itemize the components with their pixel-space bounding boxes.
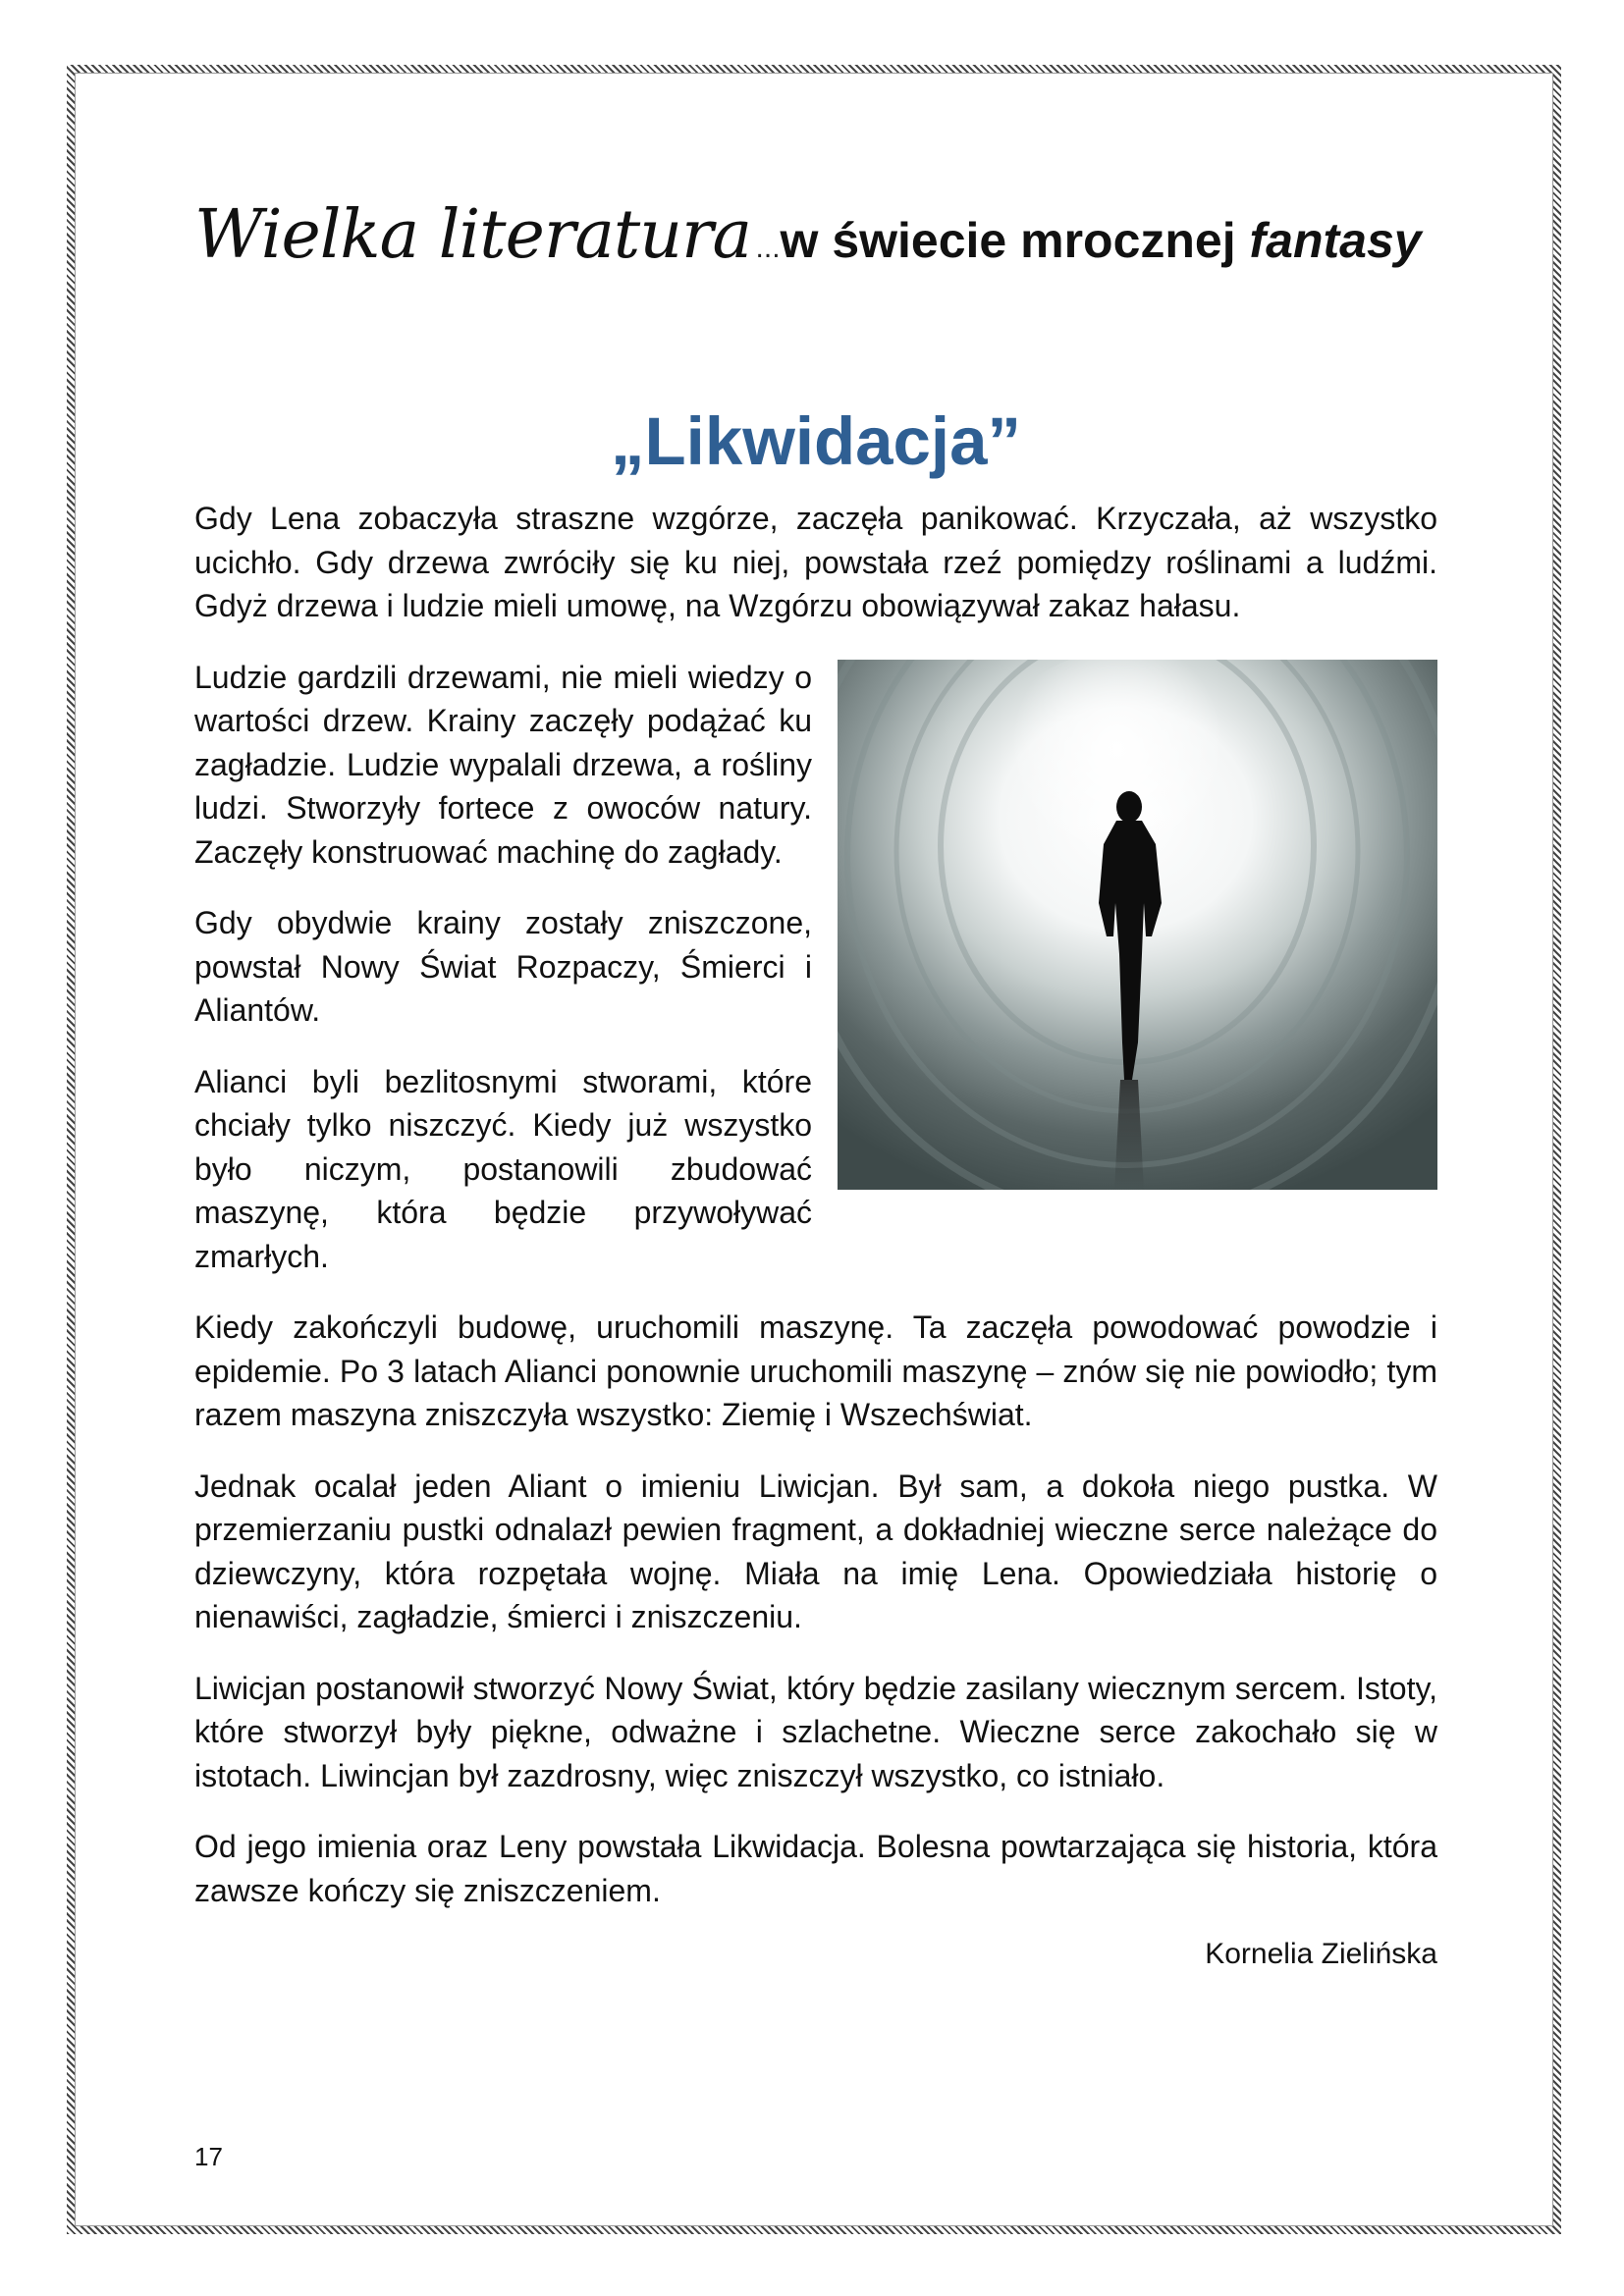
paragraph-text: Ludzie gardzili drzewami, nie mieli wiedzy o wartości drzew. Krainy zaczęły podążać ku zagładzie. Ludzie wypalali drzewa, a rośliny ludzi. Stworzyły fortece z owoców natury. Zaczęły konstruować machinę do zagłady. (194, 659, 812, 870)
paragraph: Jednak ocalał jeden Aliant o imieniu Liwicjan. Był sam, a dokoła niego pustka. W przemierzaniu pustki odnalazł pewien fragment, a dokładniej wieczne serce należące do dziewczyny, która rozpętała wojnę. Miała na imię Lena. Opowiedziała historię o nienawiści, zagładzie, śmierci i zniszczeniu. (194, 1468, 1437, 1634)
paragraph (194, 656, 1437, 875)
paragraph: Gdy obydwie krainy zostały zniszczone, powstał Nowy Świat Rozpaczy, Śmierci i Aliantów. (194, 905, 812, 1028)
article-title: „Likwidacja” (611, 403, 1021, 479)
header-subtitle-italic: fantasy (1249, 213, 1422, 268)
author-signature: Kornelia Zielińska (1205, 1938, 1437, 1970)
article-body (194, 497, 1437, 1940)
page-number: 17 (194, 2142, 223, 2171)
header-ellipsis: ... (755, 232, 781, 264)
paragraph: Liwicjan postanowił stworzyć Nowy Świat, który będzie zasilany wiecznym sercem. Istoty, które stworzył były piękne, odważne i szlachetne. Wieczne serce zakochało się w istotach. Liwincjan był zazdrosny, więc zniszczył wszystko, co istniało. (194, 1670, 1437, 1793)
header-script-title: Wielka literatura (194, 196, 752, 274)
paragraph: Kiedy zakończyli budowę, uruchomili maszynę. Ta zaczęła powodować powodzie i epidemie. Po 3 latach Alianci ponownie uruchomili maszynę – znów się nie powiodło; tym razem maszyna zniszczyła wszystko: Ziemię i Wszechświat. (194, 1309, 1437, 1432)
paragraph: Od jego imienia oraz Leny powstała Likwidacja. Bolesna powtarzająca się historia, która zawsze kończy się zniszczeniem. (194, 1829, 1437, 1908)
tunnel-silhouette-icon (838, 660, 1437, 1190)
paragraph: Gdy Lena zobaczyła straszne wzgórze, zaczęła panikować. Krzyczała, aż wszystko ucichło. Gdy drzewa zwróciły się ku niej, powstała rzeź pomiędzy roślinami a ludźmi. Gdyż drzewa i ludzie mieli umowę, na Wzgórzu obowiązywał zakaz hałasu. (194, 501, 1437, 623)
header-subtitle: w świecie mrocznej (780, 213, 1250, 268)
paragraph: Alianci byli bezlitosnymi stworami, które chciały tylko niszczyć. Kiedy już wszystko było niczym, postanowili zbudować maszynę, która będzie przywoływać zmarłych. (194, 1063, 812, 1274)
section-header (194, 196, 1437, 274)
